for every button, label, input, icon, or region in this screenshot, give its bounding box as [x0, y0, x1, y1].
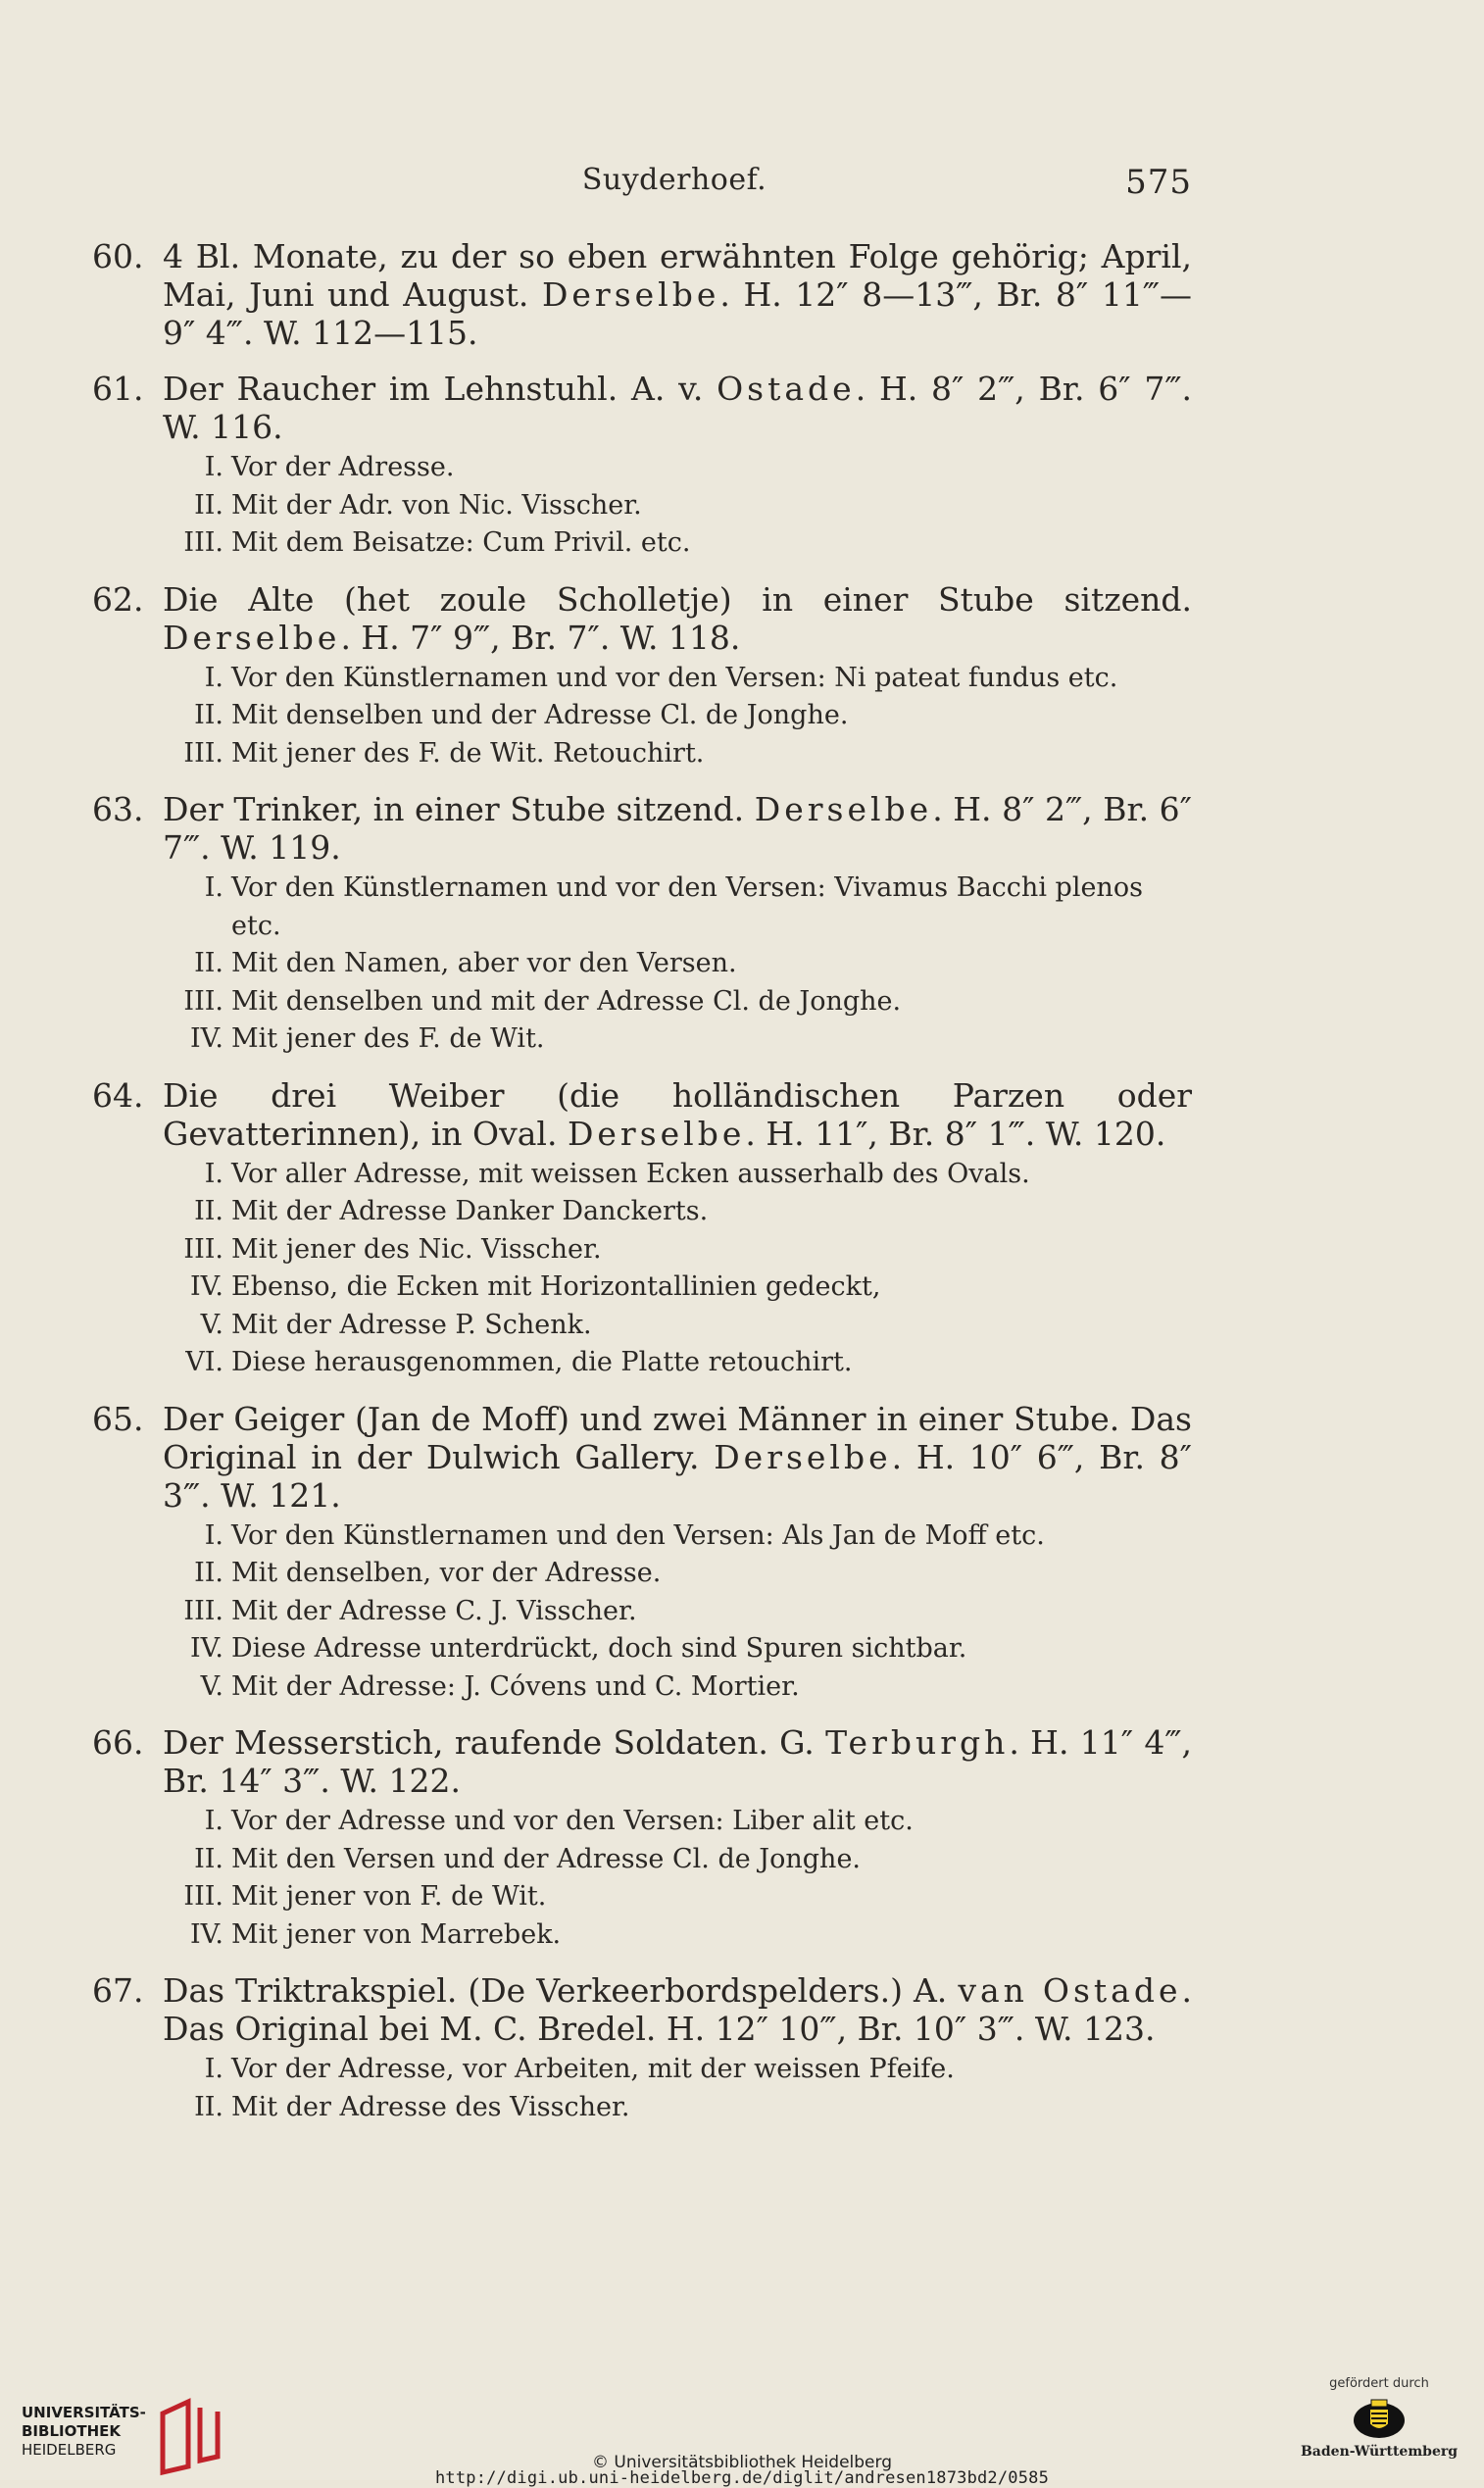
state-list — [92, 1518, 1192, 1707]
entry-text: . H. 12″ 8—13‴, Br. 8″ 11‴—9″ 4‴. W. 112—115. — [163, 275, 1192, 352]
page-number: 575 — [1125, 163, 1192, 202]
state-text: Mit der Adresse des Visscher. — [231, 2091, 630, 2122]
state-text: Mit denselben und der Adresse Cl. de Jonghe. — [231, 700, 849, 730]
entry-number: 62. — [92, 579, 144, 619]
entry-number: 67. — [92, 1971, 144, 2010]
state-numeral: I. — [204, 662, 223, 693]
page-header — [157, 163, 1192, 208]
state-item — [92, 983, 1192, 1021]
state-list — [92, 870, 1192, 1059]
entry-number: 66. — [92, 1723, 144, 1762]
state-list — [92, 1803, 1192, 1954]
entry-text: Die Alte (het zoule Scholletje) in einer Stube sitzend. — [163, 579, 1192, 619]
state-text: Mit denselben, vor der Adresse. — [231, 1558, 662, 1588]
entry-description — [92, 1971, 1192, 2048]
entry-text: . Das Original bei M. C. Bredel. H. 12″ 10‴, Br. 10″ 3‴. W. 123. — [163, 1971, 1192, 2048]
state-text: Mit jener von F. de Wit. — [231, 1881, 547, 1912]
entry-text: . H. 8″ 2‴, Br. 6″ 7‴. W. 119. — [163, 790, 1193, 867]
state-item — [92, 449, 1192, 487]
entry-description — [92, 1400, 1192, 1515]
state-item — [92, 735, 1192, 773]
entry-text: . H. 10″ 6‴, Br. 8″ 3‴. W. 121. — [163, 1437, 1192, 1515]
catalogue-entry — [92, 370, 1192, 563]
entry-description — [92, 1076, 1192, 1153]
state-item — [92, 1916, 1192, 1955]
library-name — [22, 2404, 146, 2460]
entry-number: 63. — [92, 790, 144, 828]
state-item — [92, 1518, 1192, 1556]
state-numeral: I. — [204, 1158, 223, 1189]
state-list — [92, 449, 1192, 563]
state-numeral: III. — [183, 1595, 223, 1626]
catalogue-entry — [92, 580, 1192, 773]
state-list — [92, 1156, 1192, 1382]
state-item — [92, 697, 1192, 735]
state-text: Diese Adresse unterdrückt, doch sind Spuren sichtbar. — [231, 1633, 967, 1664]
coat-of-arms-icon — [1350, 2397, 1409, 2440]
entry-text: . H. 11″ 4‴, Br. 14″ 3‴. W. 122. — [163, 1723, 1192, 1800]
entry-description — [92, 580, 1192, 657]
catalogue-entry — [92, 1076, 1192, 1382]
state-numeral: II. — [194, 1558, 223, 1588]
state-numeral: III. — [183, 985, 223, 1017]
state-text: Vor den Künstlernamen und vor den Versen: Vivamus Bacchi plenos etc. — [231, 872, 1143, 941]
state-text: Mit den Versen und der Adresse Cl. de Jonghe. — [231, 1843, 862, 1874]
state-text: Mit jener des F. de Wit. — [231, 1023, 545, 1054]
state-item — [92, 1668, 1192, 1707]
state-text: Mit den Namen, aber vor den Versen. — [231, 948, 737, 978]
state-numeral: IV. — [189, 1271, 223, 1302]
entry-number: 65. — [92, 1399, 144, 1438]
state-text: Mit jener des Nic. Visscher. — [231, 1233, 602, 1265]
artist-name: van Ostade — [958, 1971, 1182, 2010]
state-item — [92, 1593, 1192, 1631]
state-item — [92, 1020, 1192, 1059]
entry-description — [92, 1723, 1192, 1800]
state-item — [92, 870, 1192, 945]
entry-text: Der Trinker, in einer Stube sitzend. — [163, 790, 755, 828]
state-numeral: II. — [194, 1843, 223, 1874]
state-text: Diese herausgenommen, die Platte retouchirt. — [231, 1347, 853, 1377]
state-numeral: I. — [204, 872, 223, 903]
entry-text: Der Messerstich, raufende Soldaten. G. — [163, 1723, 826, 1762]
library-name-line1: UNIVERSITÄTS- — [22, 2404, 146, 2421]
entry-text: 4 Bl. Monate, zu der so eben erwähnten Folge gehörig; April, Mai, Juni und August. — [163, 237, 1192, 314]
sponsor-name: Baden-Württemberg — [1300, 2444, 1459, 2460]
entry-description — [92, 237, 1192, 352]
state-text: Mit jener des F. de Wit. Retouchirt. — [231, 737, 705, 769]
state-numeral: VI. — [185, 1347, 223, 1377]
artist-name: Derselbe — [754, 790, 933, 828]
copyright-notice: © Universitätsbibliothek Heidelberg — [591, 2453, 892, 2472]
artist-name: Derselbe — [163, 618, 341, 657]
state-text: Mit der Adresse: J. Cóvens und C. Mortier. — [231, 1670, 800, 1702]
state-numeral: III. — [183, 527, 223, 558]
state-item — [92, 1269, 1192, 1307]
entry-text: Das Triktrakspiel. (De Verkeerbordspelders.) A. — [163, 1971, 959, 2010]
artist-name: Terburgh — [825, 1723, 1010, 1762]
sponsor-label: gefördert durch — [1329, 2376, 1429, 2391]
catalogue-entry — [92, 1723, 1192, 1954]
state-text: Mit jener von Marrebek. — [231, 1918, 562, 1950]
state-item — [92, 1555, 1192, 1593]
entry-text: . H. 8″ 2‴, Br. 6″ 7‴. W. 116. — [163, 370, 1192, 446]
state-numeral: V. — [200, 1670, 223, 1702]
permalink-url[interactable]: http://digi.ub.uni-heidelberg.de/diglit/andresen1873bd2/0585 — [434, 2468, 1050, 2488]
page-footer — [0, 2363, 1484, 2488]
state-text: Vor der Adresse, vor Arbeiten, mit der weissen Pfeife. — [231, 2054, 955, 2084]
state-text: Mit denselben und mit der Adresse Cl. de Jonghe. — [231, 985, 902, 1017]
state-numeral: I. — [204, 1519, 223, 1551]
artist-name: Derselbe — [567, 1114, 746, 1153]
state-numeral: I. — [204, 1806, 223, 1836]
state-item — [92, 945, 1192, 983]
entry-text: . H. 11″, Br. 8″ 1‴. W. 120. — [745, 1114, 1166, 1153]
state-text: Mit dem Beisatze: Cum Privil. etc. — [231, 527, 691, 558]
artist-name: Ostade — [717, 370, 856, 408]
state-item — [92, 660, 1192, 698]
state-item — [92, 1344, 1192, 1382]
state-item — [92, 487, 1192, 525]
state-list — [92, 2051, 1192, 2126]
catalogue-entries — [92, 237, 1192, 2144]
state-text: Mit der Adresse C. J. Visscher. — [231, 1595, 637, 1626]
state-text: Vor der Adresse. — [231, 452, 455, 482]
entry-text: Der Geiger (Jan de Moff) und zwei Männer in einer Stube. Das Original in der Dulwich Gallery. — [163, 1399, 1192, 1476]
state-numeral: II. — [194, 1196, 223, 1226]
entry-number: 64. — [92, 1075, 144, 1115]
state-numeral: IV. — [189, 1918, 223, 1950]
state-numeral: II. — [194, 2091, 223, 2122]
state-numeral: V. — [200, 1309, 223, 1340]
entry-description — [92, 790, 1192, 867]
state-text: Vor den Künstlernamen und vor den Versen: Ni pateat fundus etc. — [231, 662, 1118, 693]
state-numeral: II. — [194, 489, 223, 521]
sponsor-block[interactable] — [1296, 2376, 1462, 2480]
state-text: Vor den Künstlernamen und den Versen: Als Jan de Moff etc. — [231, 1519, 1045, 1551]
state-text: Mit der Adresse P. Schenk. — [231, 1309, 592, 1340]
artist-name: Derselbe — [714, 1437, 892, 1476]
artist-name: Derselbe — [541, 275, 720, 314]
state-item — [92, 1803, 1192, 1841]
library-name-line2: BIBLIOTHEK — [22, 2422, 121, 2440]
state-item — [92, 1630, 1192, 1668]
state-numeral: IV. — [189, 1633, 223, 1664]
state-text: Vor aller Adresse, mit weissen Ecken ausserhalb des Ovals. — [231, 1158, 1030, 1189]
state-item — [92, 2089, 1192, 2127]
library-name-line3: HEIDELBERG — [22, 2441, 117, 2459]
state-item — [92, 1193, 1192, 1231]
state-text: Ebenso, die Ecken mit Horizontallinien gedeckt, — [231, 1271, 881, 1302]
state-item — [92, 1841, 1192, 1879]
state-list — [92, 660, 1192, 773]
entry-text: Der Raucher im Lehnstuhl. A. v. — [163, 370, 717, 408]
state-text: Vor der Adresse und vor den Versen: Liber alit etc. — [231, 1806, 914, 1836]
entry-number: 61. — [92, 370, 144, 408]
entry-text: Die drei Weiber (die holländischen Parzen oder Gevatterinnen), in Oval. — [163, 1075, 1192, 1153]
state-numeral: IV. — [189, 1023, 223, 1054]
entry-number: 60. — [92, 237, 144, 275]
state-text: Mit der Adr. von Nic. Visscher. — [231, 489, 642, 521]
running-title: Suyderhoef. — [581, 163, 767, 197]
catalogue-entry — [92, 1971, 1192, 2126]
state-numeral: I. — [204, 452, 223, 482]
state-numeral: III. — [183, 1881, 223, 1912]
entry-text: . H. 7″ 9‴, Br. 7″. W. 118. — [340, 618, 741, 657]
state-item — [92, 1878, 1192, 1916]
state-numeral: III. — [183, 1233, 223, 1265]
state-numeral: I. — [204, 2054, 223, 2084]
state-numeral: II. — [194, 948, 223, 978]
state-item — [92, 1156, 1192, 1194]
state-text: Mit der Adresse Danker Danckerts. — [231, 1196, 709, 1226]
state-item — [92, 1231, 1192, 1269]
state-numeral: III. — [183, 737, 223, 769]
state-item — [92, 524, 1192, 563]
catalogue-entry — [92, 1400, 1192, 1707]
catalogue-entry — [92, 237, 1192, 352]
state-numeral: II. — [194, 700, 223, 730]
state-item — [92, 1307, 1192, 1345]
state-item — [92, 2051, 1192, 2089]
entry-description — [92, 370, 1192, 446]
catalogue-entry — [92, 790, 1192, 1059]
